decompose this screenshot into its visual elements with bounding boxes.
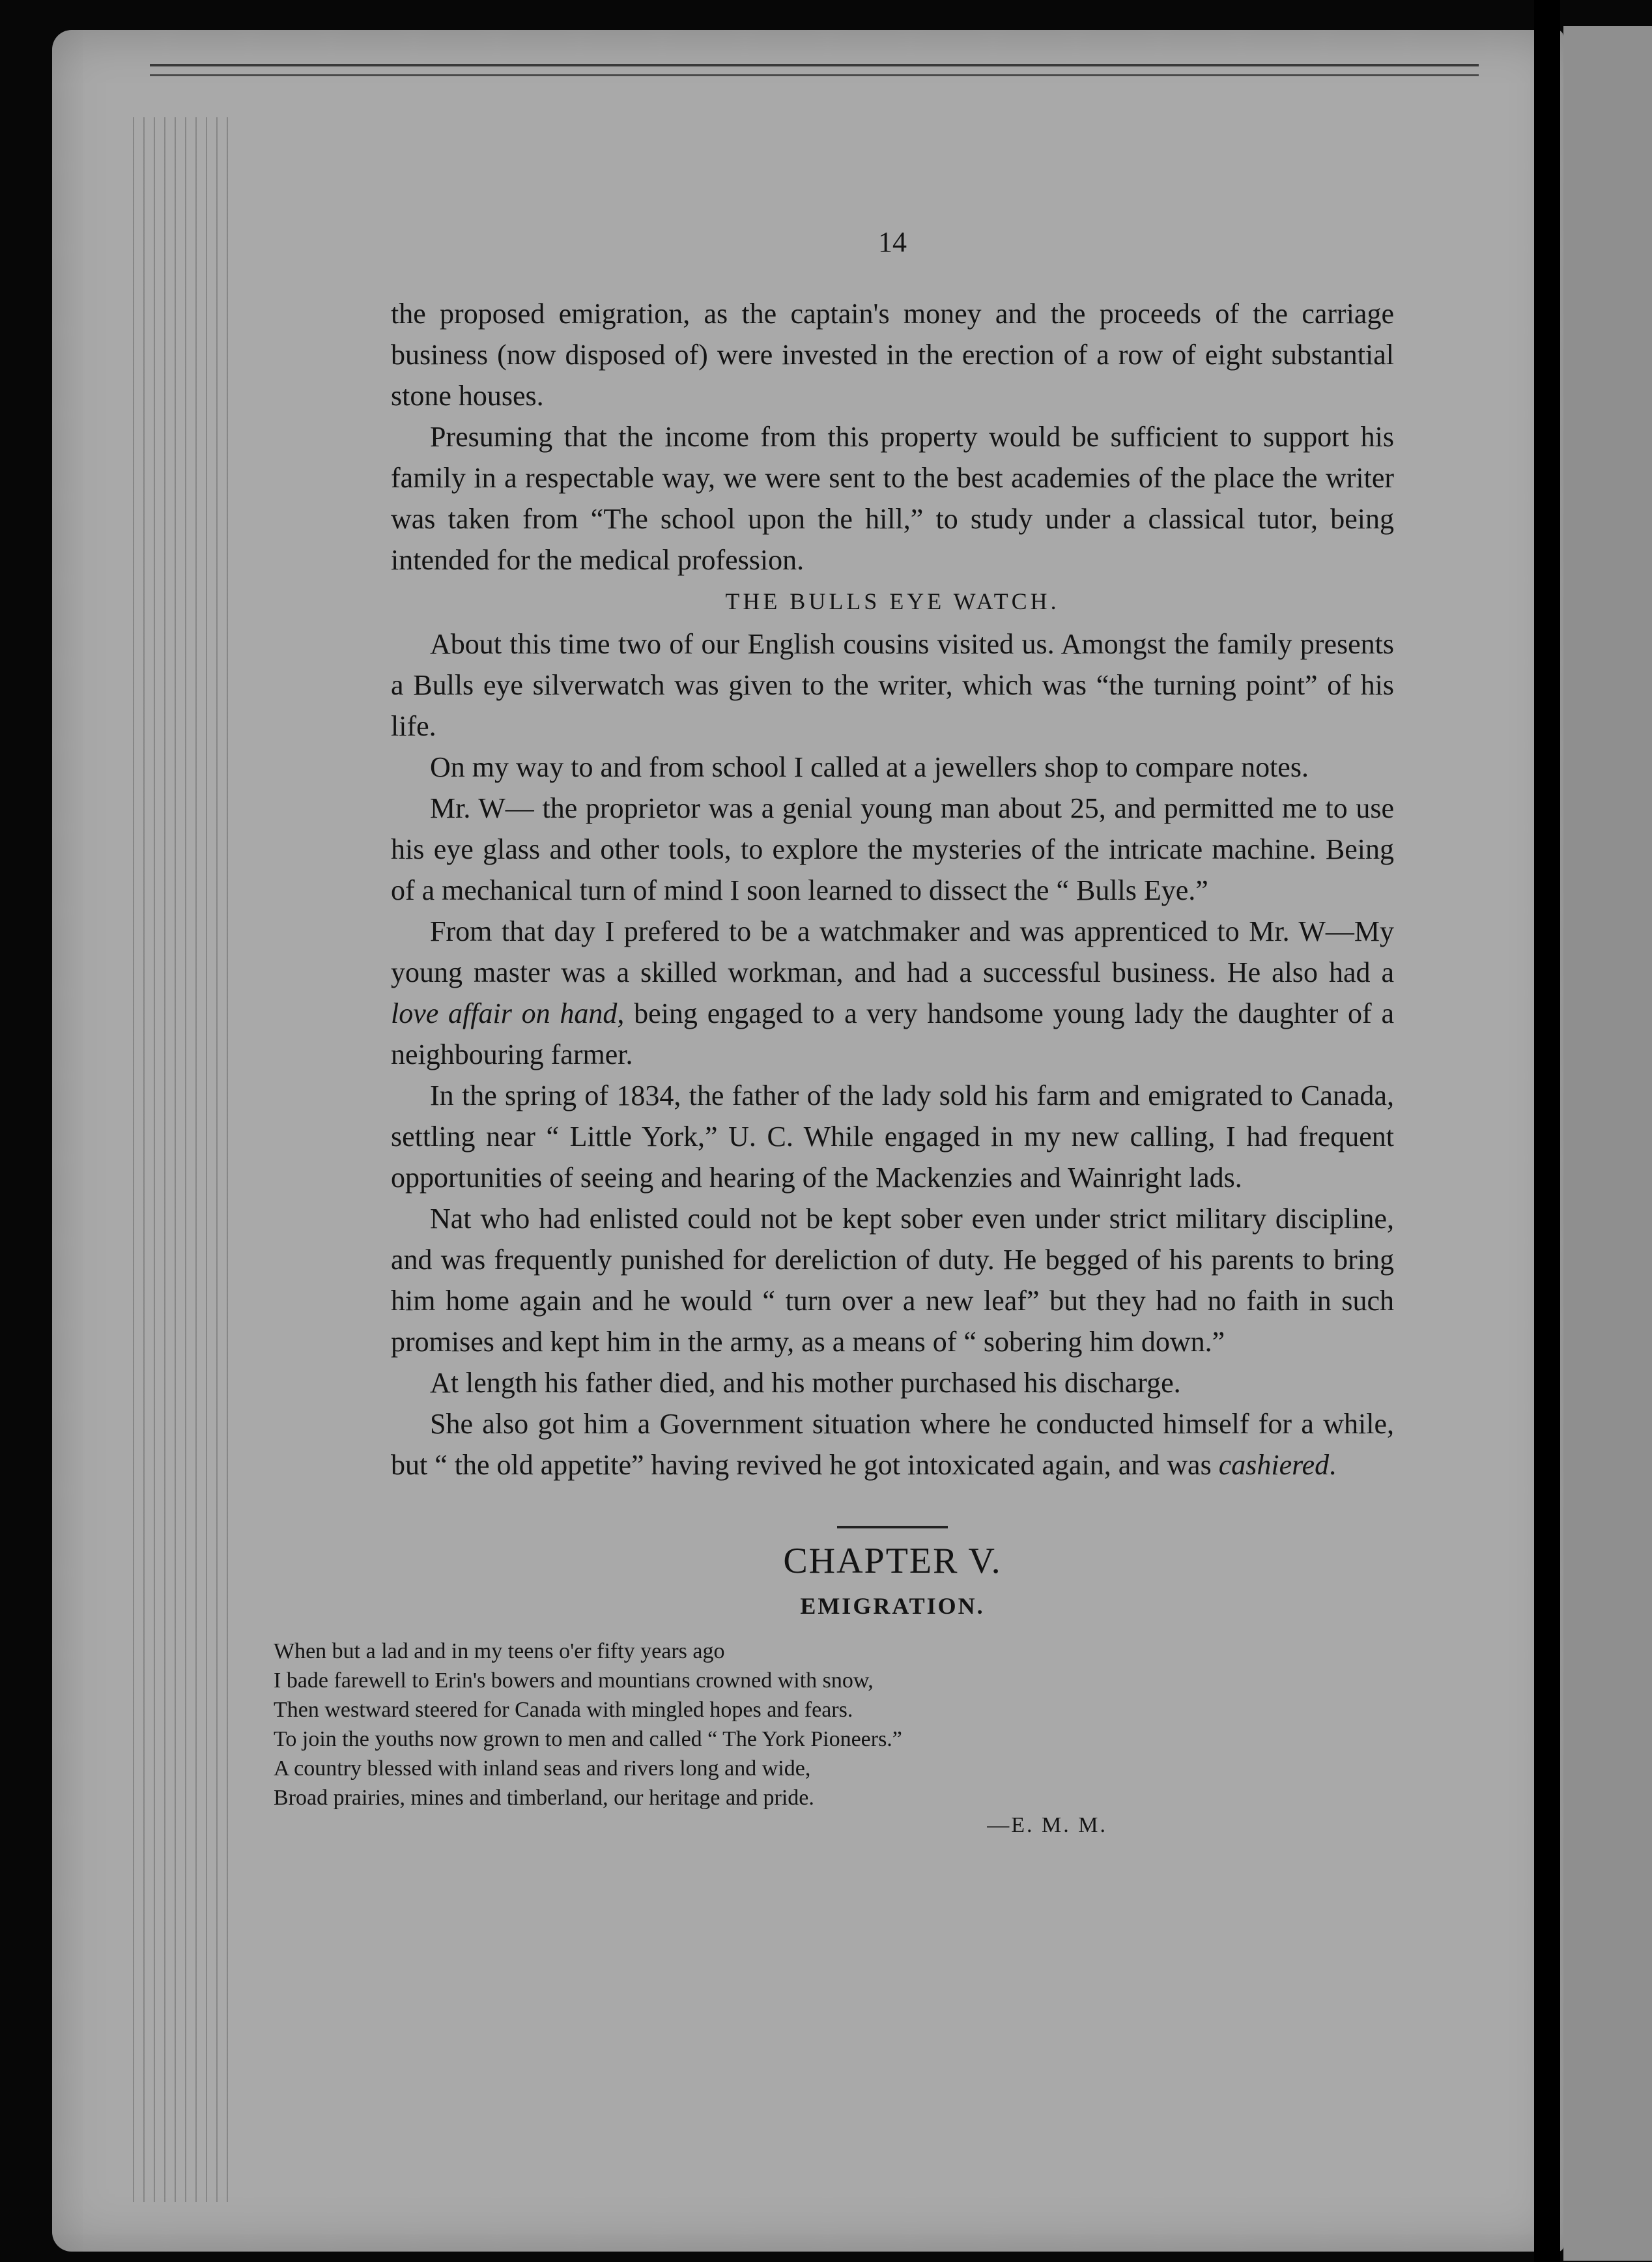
paragraph [391, 911, 1394, 1075]
italic-phrase: love affair on hand [391, 997, 618, 1029]
paragraph-text: . [1329, 1449, 1337, 1481]
poem-line: When but a lad and in my teens o'er fifty years ago [274, 1639, 725, 1663]
adjacent-page [1563, 26, 1652, 2261]
poem-line: Broad prairies, mines and timberland, our heritage and pride. [274, 1786, 814, 1810]
section-title: THE BULLS EYE WATCH. [725, 588, 1060, 614]
poem-line: Then westward steered for Canada with mingled hopes and fears. [274, 1698, 853, 1722]
chapter-subtitle: EMIGRATION. [800, 1593, 985, 1619]
poem-line: I bade farewell to Erin's bowers and mountians crowned with snow, [274, 1668, 874, 1693]
epigraph-poem [274, 1637, 1186, 1812]
chapter-title: CHAPTER V. [783, 1541, 1002, 1581]
italic-word: cashiered [1218, 1449, 1330, 1481]
poem-line: A country blessed with inland seas and rivers long and wide, [274, 1756, 811, 1781]
page-text [274, 222, 1394, 1839]
paragraph: At length his father died, and his mother purchased his discharge. [430, 1367, 1181, 1399]
paragraph: Nat who had enlisted could not be kept sober even under strict military discipline, and was frequently punished for dereliction of duty. He begged of his parents to bring him home again and he would “ turn over a new leaf” but they had no faith in such promises and kept him in the army, as a means of “ sobering him down.” [391, 1203, 1394, 1358]
paragraph: On my way to and from school I called at a jewellers shop to compare notes. [430, 751, 1309, 783]
paragraph [391, 1403, 1394, 1485]
chapter-divider [837, 1526, 948, 1528]
top-border-rule [150, 64, 1479, 76]
paragraph-text: , being engaged to a very handsome young lady the daughter of a neighbouring farmer. [391, 997, 1394, 1070]
poem-signature: —E. M. M. [987, 1813, 1107, 1837]
binding-gutter [1534, 0, 1560, 2262]
paragraph: In the spring of 1834, the father of the lady sold his farm and emigrated to Canada, settling near “ Little York,” U. C. While engaged in my new calling, I had frequent opportunities of seeing and hearing of the Mackenzies and Wainright lads. [391, 1080, 1394, 1194]
paragraph: Presuming that the income from this property would be sufficient to support his family in a respectable way, we were sent to the best academies of the place the writer was taken from “The school upon the hill,” to study under a classical tutor, being intended for the medical profession. [391, 421, 1394, 576]
page-stack-edges [124, 117, 228, 2202]
paragraph: the proposed emigration, as the captain's money and the proceeds of the carriage business (now disposed of) were invested in the erection of a row of eight substantial stone houses. [391, 298, 1394, 412]
paragraph: About this time two of our English cousins visited us. Amongst the family presents a Bulls eye silverwatch was given to the writer, which was “the turning point” of his life. [391, 628, 1394, 742]
poem-line: To join the youths now grown to men and called “ The York Pioneers.” [274, 1727, 902, 1751]
page-number: 14 [878, 226, 907, 258]
paragraph-text: She also got him a Government situation where he conducted himself for a while, but “ the old appetite” having revived he got intoxicated again, and was [391, 1408, 1394, 1481]
paragraph-text: From that day I prefered to be a watchmaker and was apprenticed to Mr. W—My young master was a skilled workman, and had a successful business. He also had a [391, 915, 1394, 988]
paragraph: Mr. W— the proprietor was a genial young man about 25, and permitted me to use his eye glass and other tools, to explore the mysteries of the intricate machine. Being of a mechanical turn of mind I soon learned to dissect the “ Bulls Eye.” [391, 792, 1394, 906]
